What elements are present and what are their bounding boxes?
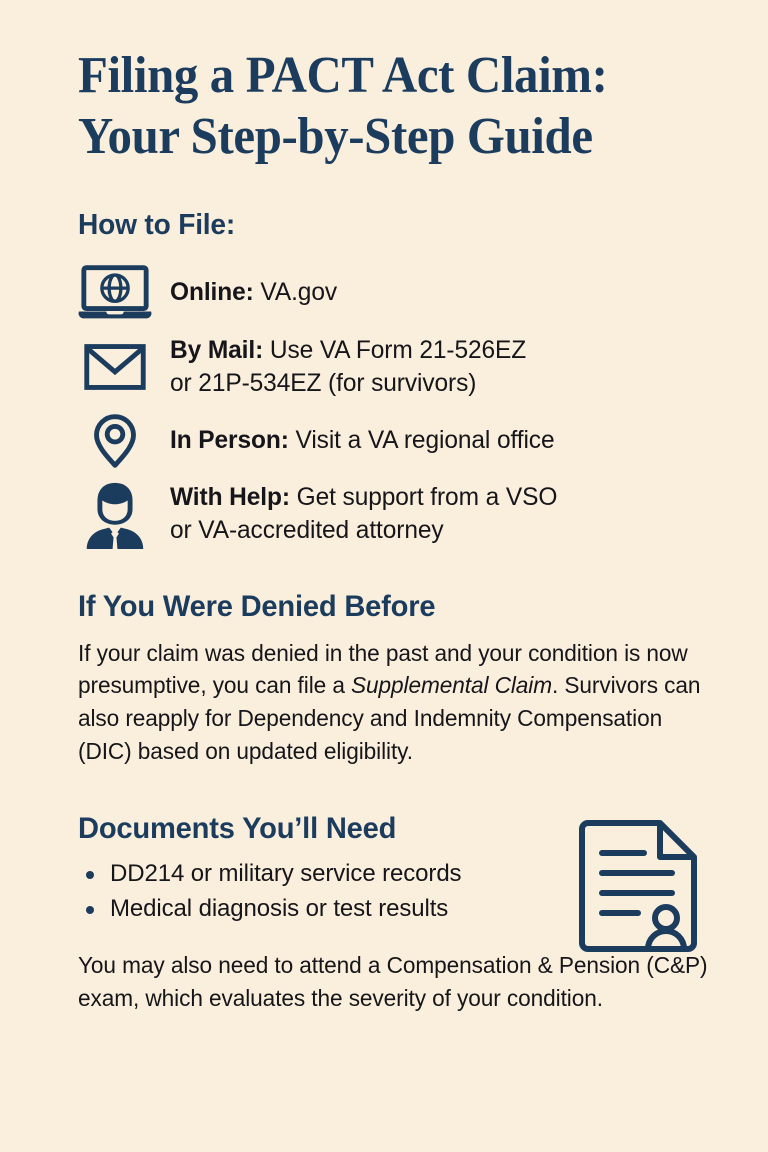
method-online-label: Online: [170, 278, 254, 307]
method-with-help-line2: or VA-accredited attorney [170, 515, 444, 544]
denied-paragraph-part2: . Survivors can also reapply for Dependency and Indemnity Compensation (DIC) based on updated eligibility. [78, 672, 701, 765]
how-to-file-methods [78, 264, 730, 550]
person-suit-icon [78, 478, 152, 550]
list-item: DD214 or military service records [78, 857, 730, 892]
method-mail [78, 334, 730, 400]
list-item: Medical diagnosis or test results [78, 892, 730, 927]
denied-section [78, 590, 730, 769]
title-line-1: Filing a PACT Act Claim: [78, 47, 608, 104]
method-with-help-text [170, 481, 557, 547]
map-pin-icon [78, 410, 152, 472]
denied-paragraph [78, 637, 720, 769]
method-in-person-detail: Visit a VA regional office [288, 426, 555, 455]
method-mail-label: By Mail: [170, 335, 264, 364]
method-with-help-detail: Get support from a VSO [289, 482, 558, 511]
method-with-help-label: With Help: [170, 482, 290, 511]
documents-closing-paragraph: You may also need to attend a Compensation & Pension (C&P) exam, which evaluates the severity of your condition. [78, 951, 708, 1011]
title-line-2: Your Step-by-Step Guide [78, 107, 593, 165]
method-online [78, 264, 730, 322]
denied-heading: If You Were Denied Before [78, 589, 436, 623]
denied-paragraph-part1: If your claim was denied in the past and your condition is now presumptive, you can file a [78, 639, 688, 699]
documents-section [78, 812, 730, 1015]
method-online-detail: VA.gov [253, 278, 338, 307]
documents-list [78, 857, 730, 927]
method-mail-line2: or 21P-534EZ (for survivors) [170, 368, 477, 397]
method-mail-text [170, 334, 526, 400]
method-in-person-label: In Person: [170, 426, 289, 455]
page-title [78, 46, 691, 168]
method-with-help [78, 478, 730, 550]
denied-paragraph-italic: Supplemental Claim [351, 672, 553, 699]
method-mail-detail: Use VA Form 21-526EZ [263, 335, 527, 364]
how-to-file-heading: How to File: [78, 208, 236, 241]
documents-heading: Documents You’ll Need [78, 812, 397, 846]
method-in-person [78, 410, 730, 472]
method-online-text [170, 276, 337, 309]
laptop-globe-icon [78, 264, 152, 322]
envelope-icon [78, 336, 152, 398]
method-in-person-text [170, 424, 554, 457]
